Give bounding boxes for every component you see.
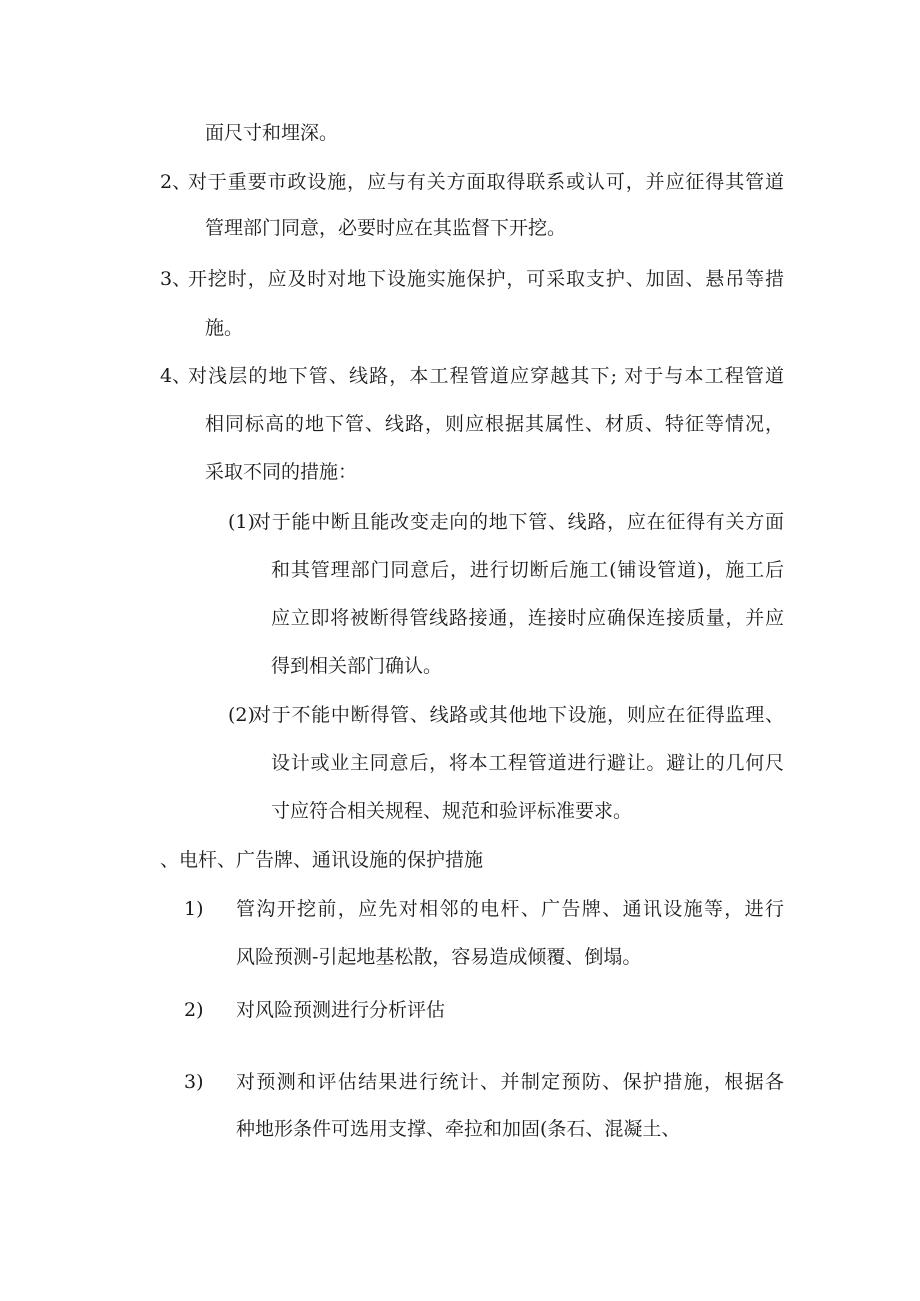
list-item-text: 对于重要市政设施，应与有关方面取得联系或认可，并应征得其管道 bbox=[188, 171, 784, 193]
list-item-text: 相同标高的地下管、线路，则应根据其属性、材质、特征等情况， bbox=[205, 413, 784, 435]
list-number: 4、 bbox=[160, 365, 192, 387]
section-heading: 、电杆、广告牌、通讯设施的保护措施 bbox=[160, 849, 484, 871]
list-number: 1) bbox=[184, 898, 204, 920]
sub-item-text: 对于不能中断得管、线路或其他地下设施，则应在征得监理、 bbox=[252, 704, 784, 726]
list-item-text: 开挖时，应及时对地下设施实施保护，可采取支护、加固、悬吊等措 bbox=[188, 268, 784, 290]
sub-item-number: (1) bbox=[228, 511, 255, 533]
sub-item-number: (2) bbox=[228, 704, 255, 726]
list-item-text: 对风险预测进行分析评估 bbox=[236, 999, 446, 1021]
list-number: 3、 bbox=[160, 268, 192, 290]
list-item-text: 对浅层的地下管、线路，本工程管道应穿越其下; 对于与本工程管道 bbox=[188, 365, 784, 387]
list-item-text: 风险预测-引起地基松散，容易造成倾覆、倒塌。 bbox=[236, 946, 642, 968]
list-item-text: 管沟开挖前，应先对相邻的电杆、广告牌、通讯设施等，进行 bbox=[236, 898, 784, 920]
list-number: 3) bbox=[184, 1071, 204, 1093]
sub-item-text: 对于能中断且能改变走向的地下管、线路，应在征得有关方面 bbox=[252, 511, 784, 533]
list-item-text: 种地形条件可选用支撑、牵拉和加固(条石、混凝土、 bbox=[236, 1118, 681, 1140]
list-number: 2、 bbox=[160, 171, 192, 193]
sub-item-text: 寸应符合相关规程、规范和验评标准要求。 bbox=[271, 800, 633, 822]
paragraph-line: 面尺寸和埋深。 bbox=[205, 122, 339, 144]
list-number: 2) bbox=[184, 999, 204, 1021]
sub-item-text: 设计或业主同意后，将本工程管道进行避让。避让的几何尺 bbox=[271, 752, 784, 774]
list-item-text: 管理部门同意，必要时应在其监督下开挖。 bbox=[205, 217, 567, 239]
list-item-text: 采取不同的措施： bbox=[205, 461, 358, 483]
list-item-text: 施。 bbox=[205, 317, 244, 339]
sub-item-text: 应立即将被断得管线路接通，连接时应确保连接质量，并应 bbox=[271, 607, 784, 629]
sub-item-text: 和其管理部门同意后，进行切断后施工(铺设管道)，施工后 bbox=[271, 559, 784, 581]
sub-item-text: 得到相关部门确认。 bbox=[271, 655, 443, 677]
list-item-text: 对预测和评估结果进行统计、并制定预防、保护措施，根据各 bbox=[236, 1071, 784, 1093]
